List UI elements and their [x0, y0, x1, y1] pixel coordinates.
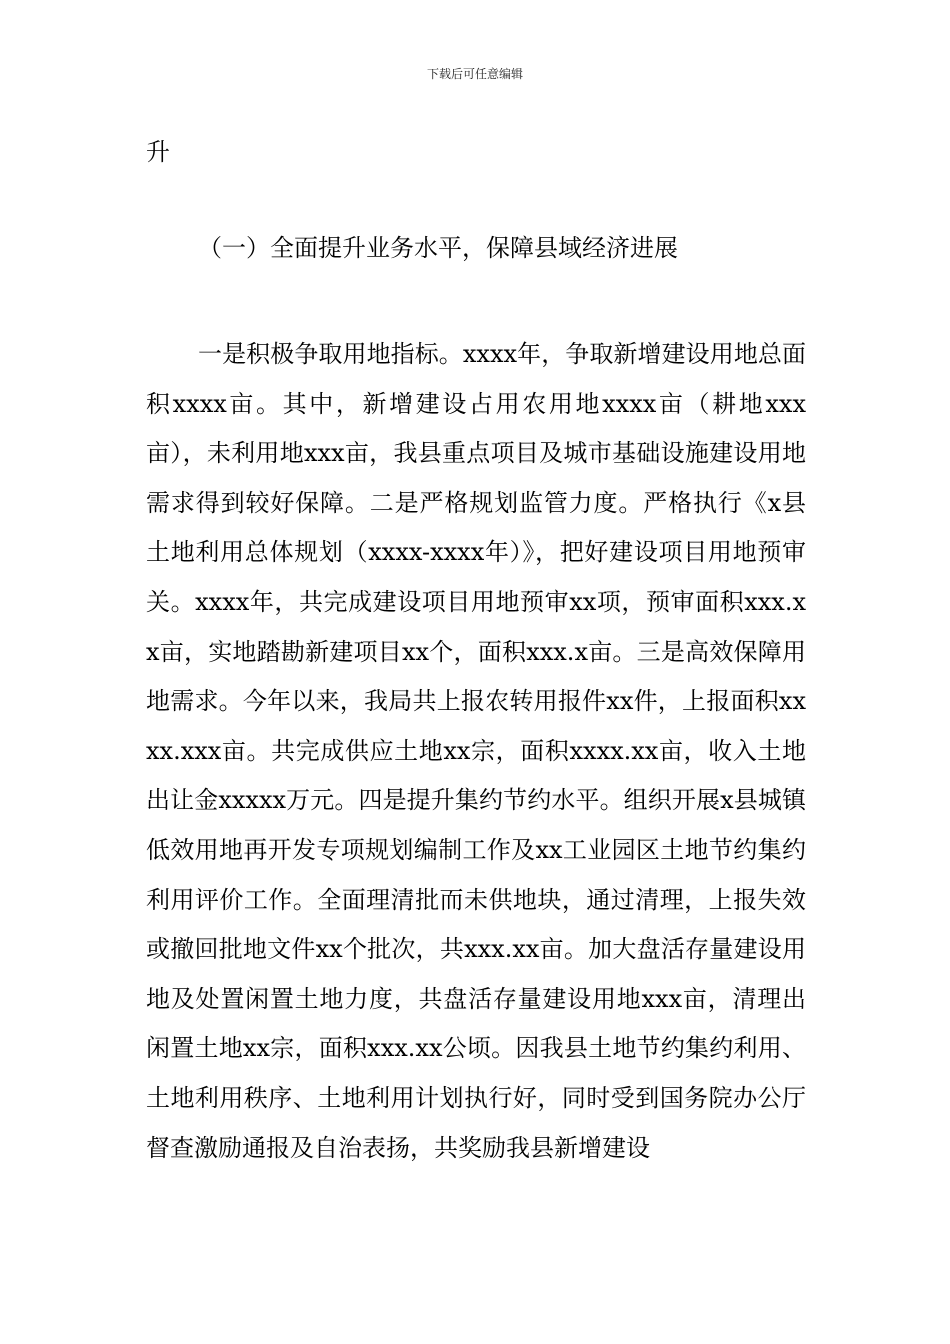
section-heading: （一）全面提升业务水平，保障县域经济进展: [198, 234, 678, 262]
continued-text-fragment: 升: [146, 138, 170, 166]
body-paragraph: 一是积极争取用地指标。xxxx年，争取新增建设用地总面积xxxx亩。其中，新增建设占用农用地xxxx亩（耕地xxx亩），未利用地xxx亩，我县重点项目及城市基础设施建设用地需求得到较好保障。二是严格规划监管力度。严格执行《x县土地利用总体规划（xxxx-xxxx年）》，把好建设项目用地预审关。xxxx年，共完成建设项目用地预审xx项，预审面积xxx.xx亩，实地踏勘新建项目xx个，面积xxx.x亩。三是高效保障用地需求。今年以来，我局共上报农转用报件xx件，上报面积xxxx.xxx亩。共完成供应土地xx宗，面积xxxx.xx亩，收入土地出让金xxxxx万元。四是提升集约节约水平。组织开展x县城镇低效用地再开发专项规划编制工作及xx工业园区土地节约集约利用评价工作。全面理清批而未供地块，通过清理，上报失效或撤回批地文件xx个批次，共xxx.xx亩。加大盘活存量建设用地及处置闲置土地力度，共盘活存量建设用地xxx亩，清理出闲置土地xx宗，面积xxx.xx公顷。因我县土地节约集约利用、土地利用秩序、土地利用计划执行好，同时受到国务院办公厅督查激励通报及自治表扬，共奖励我县新增建设: [146, 340, 806, 1162]
page-header-note: 下载后可任意编辑: [426, 67, 523, 81]
